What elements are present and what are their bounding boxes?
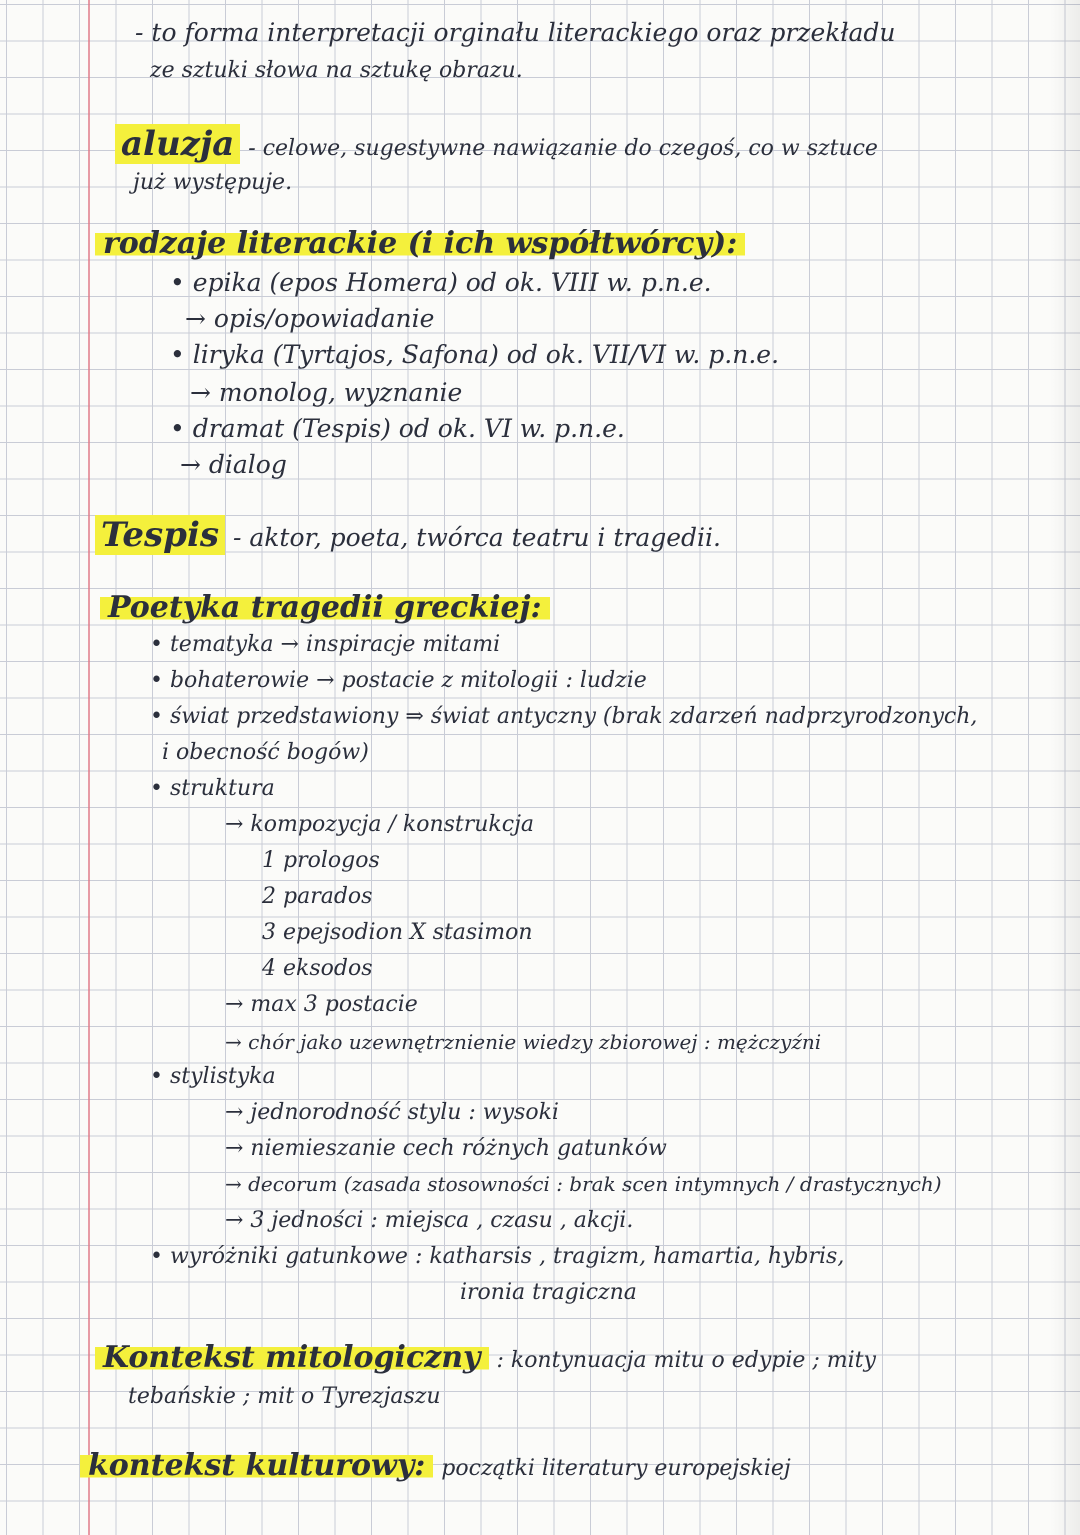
epika-item: • epika (epos Homera) od ok. VIII w. p.n.e.: [170, 268, 712, 297]
dramat-sub: → dialog: [180, 450, 287, 479]
tespis-definition: - aktor, poeta, twórca teatru i tragedii.: [232, 523, 721, 552]
aluzja-entry: [115, 124, 878, 164]
aluzja-definition: - celowe, sugestywne nawiązanie do czegoś, co w sztuce: [248, 136, 878, 161]
poetyka-heading-text: Poetyka tragedii greckiej:: [100, 590, 550, 625]
liryka-item: • liryka (Tyrtajos, Safona) od ok. VII/VI w. p.n.e.: [170, 340, 780, 369]
kontekst-mitologiczny-definition: : kontynuacja mitu o edypie ; mity: [496, 1348, 876, 1373]
line-forma: - to forma interpretacji orginału literackiego oraz przekładu: [135, 18, 896, 47]
kontekst-kulturowy-definition: początki literatury europejskiej: [441, 1456, 791, 1481]
kontekst-kulturowy-entry: [80, 1448, 791, 1483]
page-edge-shadow: [1050, 0, 1080, 1535]
kontekst-mitologiczny-term: Kontekst mitologiczny: [95, 1340, 489, 1375]
rodzaje-heading: [95, 226, 745, 261]
kompozycja-eksodos: 4 eksodos: [262, 956, 373, 981]
tespis-entry: [95, 515, 721, 555]
chor-item: → chór jako uzewnętrznienie wiedzy zbiorowej : mężczyźni: [225, 1030, 822, 1054]
tespis-term: Tespis: [95, 515, 225, 555]
kompozycja-item: → kompozycja / konstrukcja: [225, 812, 535, 837]
max-postacie: → max 3 postacie: [225, 992, 418, 1017]
stylistyka-jednosci: → 3 jedności : miejsca , czasu , akcji.: [225, 1208, 634, 1233]
kompozycja-epejsodion: 3 epejsodion X stasimon: [262, 920, 533, 945]
wyrozniki-item-cont: ironia tragiczna: [460, 1280, 637, 1305]
tematyka-item: • tematyka → inspiracje mitami: [150, 632, 501, 657]
kontekst-mitologiczny-cont: tebańskie ; mit o Tyrezjaszu: [128, 1384, 441, 1409]
wyrozniki-item: • wyróżniki gatunkowe : katharsis , tragizm, hamartia, hybris,: [150, 1244, 845, 1269]
struktura-item: • struktura: [150, 776, 275, 801]
kompozycja-parados: 2 parados: [262, 884, 373, 909]
aluzja-definition-cont: już występuje.: [133, 170, 293, 195]
line-ze-sztuki: ze sztuki słowa na sztukę obrazu.: [150, 58, 523, 83]
rodzaje-heading-text: rodzaje literackie (i ich współtwórcy):: [95, 226, 745, 261]
liryka-sub: → monolog, wyznanie: [190, 378, 463, 407]
notebook-margin-line: [88, 0, 90, 1535]
swiat-item: • świat przedstawiony ⇒ świat antyczny (brak zdarzeń nadprzyrodzonych,: [150, 704, 978, 729]
kompozycja-prologos: 1 prologos: [262, 848, 380, 873]
epika-sub: → opis/opowiadanie: [185, 304, 435, 333]
swiat-item-cont: i obecność bogów): [162, 740, 369, 765]
dramat-item: • dramat (Tespis) od ok. VI w. p.n.e.: [170, 414, 625, 443]
kontekst-mitologiczny-entry: [95, 1340, 876, 1375]
bohaterowie-item: • bohaterowie → postacie z mitologii : ludzie: [150, 668, 647, 693]
stylistyka-jednorodnosc: → jednorodność stylu : wysoki: [225, 1100, 559, 1125]
poetyka-heading: [100, 590, 550, 625]
stylistyka-item: • stylistyka: [150, 1064, 276, 1089]
kontekst-kulturowy-term: kontekst kulturowy:: [80, 1448, 433, 1483]
aluzja-term: aluzja: [115, 124, 240, 164]
stylistyka-niemieszanie: → niemieszanie cech różnych gatunków: [225, 1136, 667, 1161]
stylistyka-decorum: → decorum (zasada stosowności : brak scen intymnych / drastycznych): [225, 1172, 942, 1196]
